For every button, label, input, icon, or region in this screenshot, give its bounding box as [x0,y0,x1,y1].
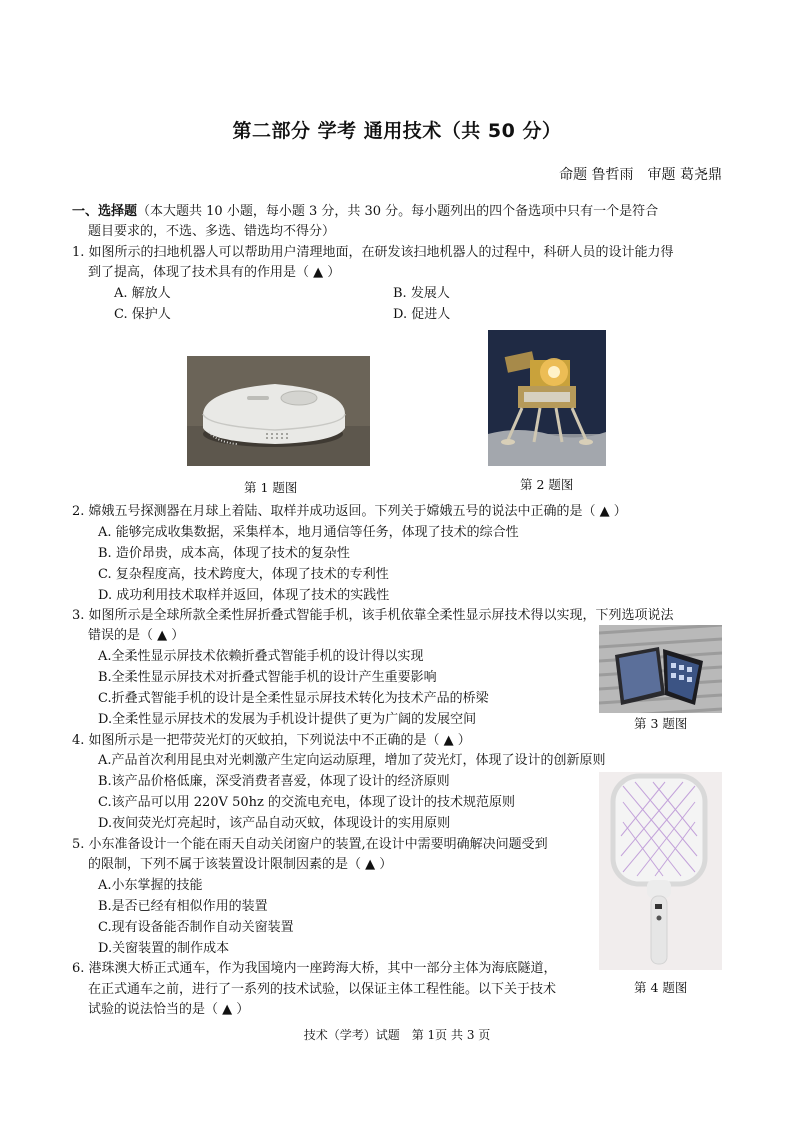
fig2-caption: 第 2 题图 [520,477,574,492]
q4-option-b: B.该产品价格低廉，深受消费者喜爱，体现了设计的经济原则 [98,774,450,789]
q3-option-b: B.全柔性显示屏技术对折叠式智能手机的设计产生重要影响 [98,670,437,685]
q5-option-c: C.现有设备能否制作自动关窗装置 [98,920,294,935]
q2-stem: 2. 嫦娥五号探测器在月球上着陆、取样并成功返回。下列关于嫦娥五号的说法中正确的是（ ▲ ） [72,504,627,519]
q6-stem-1: 6. 港珠澳大桥正式通车，作为我国境内一座跨海大桥，其中一部分主体为海底隧道， [72,961,557,976]
robot-vacuum-image [187,356,370,466]
q5-stem-1: 5. 小东准备设计一个能在雨天自动关闭窗户的装置,在设计中需要明确解决问题受到 [72,837,548,852]
q1-stem-2: 到了提高，体现了技术具有的作用是（ ▲ ） [88,265,341,280]
q1-option-a: A. 解放人 [114,286,171,301]
q4-option-a: A.产品首次利用昆虫对光刺激产生定向运动原理，增加了荧光灯，体现了设计的创新原则 [98,753,606,768]
mosquito-swatter-image [599,772,722,970]
q6-stem-3: 试验的说法恰当的是（ ▲ ） [88,1002,250,1017]
page-title: 第二部分 学考 通用技术（共 50 分） [232,120,562,142]
q6-stem-2: 在正式通车之前，进行了一系列的技术试验，以保证主体工程性能。以下关于技术 [88,982,557,997]
q5-stem-2: 的限制，下列不属于该装置设计限制因素的是（ ▲ ） [88,857,393,872]
q3-stem-2: 错误的是（ ▲ ） [88,628,185,643]
setter: 命题 鲁哲雨 [559,167,634,183]
q1-stem-1: 1. 如图所示的扫地机器人可以帮助用户清理地面，在研发该扫地机器人的过程中，科研人员的设计能力得 [72,245,674,260]
section-heading: 一、选择题 [72,204,138,219]
q5-option-d: D.关窗装置的制作成本 [98,941,230,956]
q5-option-b: B.是否已经有相似作用的装置 [98,899,268,914]
reviewer: 审题 葛尧鼎 [647,167,722,183]
change5-lander-image [488,330,606,466]
q2-option-a: A. 能够完成收集数据，采集样本，地月通信等任务，体现了技术的综合性 [98,525,519,540]
q3-option-d: D.全柔性显示屏技术的发展为手机设计提供了更为广阔的发展空间 [98,712,477,727]
q3-option-c: C.折叠式智能手机的设计是全柔性显示屏技术转化为技术产品的桥梁 [98,691,489,706]
q5-option-a: A.小东掌握的技能 [98,878,203,893]
q2-option-b: B. 造价昂贵，成本高，体现了技术的复杂性 [98,546,350,561]
authors [559,164,722,184]
fig4-caption: 第 4 题图 [634,980,688,995]
q4-option-d: D.夜间荧光灯亮起时，该产品自动灭蚊，体现设计的实用原则 [98,816,451,831]
page-footer: 技术（学考）试题 第 1页 共 3 页 [303,1028,491,1042]
q4-option-c: C.该产品可以用 220V 50hz 的交流电充电，体现了设计的技术规范原则 [98,795,515,810]
q3-option-a: A.全柔性显示屏技术依赖折叠式智能手机的设计得以实现 [98,649,424,664]
q4-stem: 4. 如图所示是一把带荧光灯的灭蚊拍，下列说法中不正确的是（ ▲ ） [72,733,471,748]
section-desc-1: （本大题共 10 小题，每小题 3 分，共 30 分。每小题列出的四个备选项中只有一个是符合 [137,204,659,219]
section-heading-line [72,202,658,222]
q3-stem-1: 3. 如图所示是全球所款全柔性屏折叠式智能手机，该手机依靠全柔性显示屏技术得以实现，下列选项说法 [72,608,674,623]
foldable-phone-image [599,625,722,713]
q2-option-d: D. 成功利用技术取样并返回，体现了技术的实践性 [98,588,390,603]
q2-option-c: C. 复杂程度高，技术跨度大，体现了技术的专利性 [98,567,389,582]
fig3-caption: 第 3 题图 [634,716,688,731]
q1-option-b: B. 发展人 [393,286,450,301]
q1-option-d: D. 促进人 [393,307,451,322]
section-desc-2: 题目要求的，不选、多选、错选均不得分） [88,224,336,239]
q1-option-c: C. 保护人 [114,307,171,322]
fig1-caption: 第 1 题图 [244,480,298,495]
